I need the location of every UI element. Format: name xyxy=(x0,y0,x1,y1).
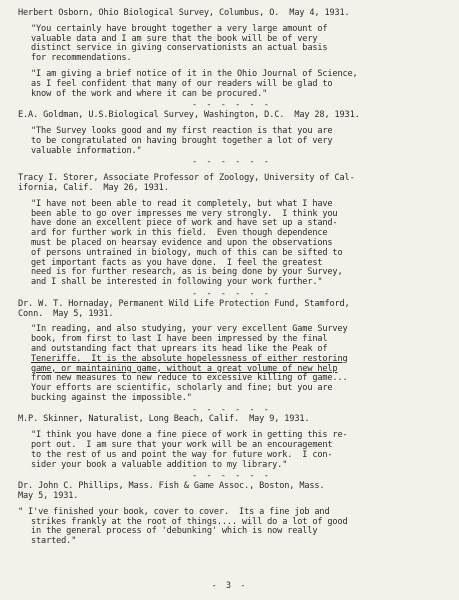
quote-line: sider your book a valuable addition to my library." xyxy=(31,459,288,470)
quote-line: port out. I am sure that your work will be an encouragement xyxy=(31,440,333,451)
separator: - - - - - - xyxy=(192,404,271,415)
quote-line: "I have not been able to read it completely, but what I have xyxy=(31,198,333,209)
quote-line: strikes frankly at the root of things.... will do a lot of good xyxy=(31,516,348,527)
quote-line: "The Survey looks good and my first reaction is that you are xyxy=(31,125,333,136)
quote-line: ard for further work in this field. Even though dependence xyxy=(31,228,328,239)
entry-header: M.P. Skinner, Naturalist, Long Beach, Calif. May 9, 1931. xyxy=(18,414,310,425)
quote-line: and I shall be interested in following your work further." xyxy=(31,277,323,288)
quote-line: get important facts as you have done. I feel the greatest xyxy=(31,257,323,268)
quote-line: book, from first to last I have been impressed by the final xyxy=(31,334,328,345)
quote-line: to the rest of us and point the way for future work. I con- xyxy=(31,449,333,460)
quote-line: have done an excellent piece of work and have set up a stand- xyxy=(31,218,338,229)
separator: - - - - - - xyxy=(192,157,271,168)
quote-line: "I think you have done a fine piece of work in getting this re- xyxy=(31,430,348,441)
quote-line: been able to go over impresses me very strongly. I think you xyxy=(31,208,338,219)
entry-header: E.A. Goldman, U.S.Biological Survey, Washington, D.C. May 28, 1931. xyxy=(18,110,360,121)
entry-header: Tracy I. Storer, Associate Professor of Zoology, University of Cal- xyxy=(18,173,355,184)
entry-header: Dr. W. T. Hornaday, Permanent Wild Life Protection Fund, Stamford, xyxy=(18,298,350,309)
quote-line: valuable data and I am sure that the book will be of very xyxy=(31,33,318,44)
quote-line: "I am giving a brief notice of it in the Ohio Journal of Science, xyxy=(31,68,358,79)
entry-header: Herbert Osborn, Ohio Biological Survey, Columbus, O. May 4, 1931. xyxy=(18,8,350,18)
quote-line: started." xyxy=(31,536,77,547)
quote-line: valuable information." xyxy=(31,145,142,156)
entry-header: Conn. May 5, 1931. xyxy=(18,308,114,319)
quote-line: of persons untrained in biology, much of this can be sifted to xyxy=(31,247,343,258)
quote-line: "In reading, and also studying, your very excellent Game Survey xyxy=(31,324,348,335)
quote-line: must be placed on hearsay evidence and upon the observations xyxy=(31,237,333,248)
entry-header: May 5, 1931. xyxy=(18,491,79,502)
quote-line: Your efforts are scientific, scholarly and fine; but you are xyxy=(31,383,333,394)
quote-line: distinct service in giving conservationists an actual basis xyxy=(31,43,328,54)
quote-line: in the general process of 'debunking' which is now really xyxy=(31,526,318,537)
quote-line: from new measures to new reduce to excessive killing of game... xyxy=(31,373,348,384)
quote-line: game, or maintaining game, without a great volume of new help xyxy=(31,363,338,374)
separator: - - - - - - xyxy=(192,100,271,111)
quote-line: for recommendations. xyxy=(31,53,132,64)
separator: - - - - - - xyxy=(192,288,271,299)
quote-line: " I've finished your book, cover to cover. Its a fine job and xyxy=(18,506,330,517)
page-number: - 3 - xyxy=(211,581,248,592)
quote-line: Teneriffe. It is the absolute hopelessness of either restoring xyxy=(31,353,348,364)
quote-line: to be congratulated on having brought together a lot of very xyxy=(31,135,333,146)
quote-line: and outstanding fact that uprears its head like the Peak of xyxy=(31,343,328,354)
separator: - - - - - - xyxy=(192,471,271,482)
entry-header: Dr. John C. Phillips, Mass. Fish & Game Assoc., Boston, Mass. xyxy=(18,481,325,492)
quote-line: as I feel confident that many of our readers will be glad to xyxy=(31,78,333,89)
quote-line: need is for further research, as is being done by your Survey, xyxy=(31,267,343,278)
quote-line: bucking against the impossible." xyxy=(31,392,192,403)
quote-line: "You certainly have brought together a very large amount of xyxy=(31,23,328,34)
quote-line: know of the work and where it can be procured." xyxy=(31,88,268,99)
entry-header: ifornia, Calif. May 26, 1931. xyxy=(18,182,169,193)
